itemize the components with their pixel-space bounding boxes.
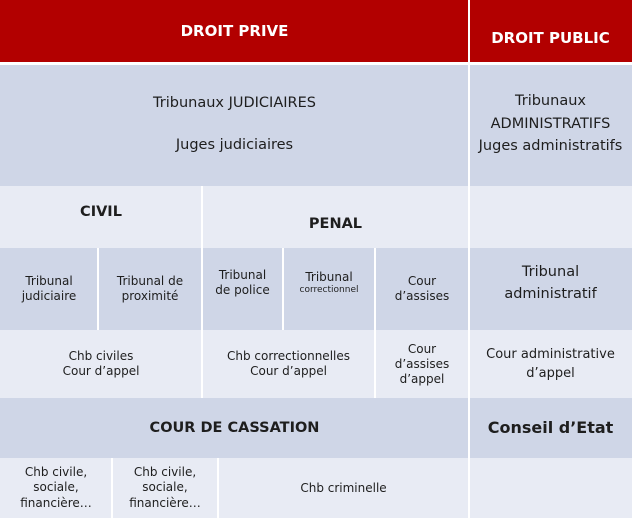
chb-civile-2-line1: Chb civile, <box>133 464 197 479</box>
tribunaux-administratifs-line1: Tribunaux <box>515 93 586 110</box>
civil-cell <box>0 186 202 248</box>
chb-civile-1-line1: Chb civile, <box>24 464 88 479</box>
chb-civile-1-line2: sociale, <box>33 480 79 495</box>
tribunal-proximite-line2: proximité <box>121 289 179 303</box>
cour-assises-appel-cell <box>375 330 469 398</box>
tribunal-correctionnel-line2: correctionnel <box>299 284 359 295</box>
tribunal-proximite-cell <box>98 248 202 330</box>
tribunaux-judiciaires-title: Tribunaux JUDICIAIRES <box>153 94 316 111</box>
header-droit-prive-label: DROIT PRIVE <box>180 21 289 40</box>
cour-assises-appel-line3: d’appel <box>399 371 445 386</box>
tribunal-administratif-line2: administratif <box>504 286 597 302</box>
cour-assises-line2: d’assises <box>394 289 450 303</box>
chambres-divider-2 <box>217 458 219 518</box>
chb-civile-cell-2 <box>112 458 218 518</box>
chb-civiles-line1: Chb civiles <box>68 349 134 363</box>
header-droit-prive <box>0 0 469 62</box>
tribunal-police-line1: Tribunal <box>218 268 267 282</box>
cour-cassation-cell <box>0 398 469 458</box>
chb-civile-cell-1 <box>0 458 112 518</box>
prive-public-divider <box>468 0 470 518</box>
tribunal-judiciaire-line2: judiciaire <box>21 289 77 303</box>
tribunal-police-cell <box>202 248 283 330</box>
tribunal-judiciaire-line1: Tribunal <box>25 274 73 288</box>
cour-administrative-appel-cell <box>469 330 632 398</box>
first-instance-divider-2 <box>282 248 284 330</box>
tribunaux-administratifs-cell <box>469 62 632 186</box>
cour-assises-appel-line1: Cour <box>407 341 437 356</box>
cour-assises-cell <box>375 248 469 330</box>
tribunal-administratif-line1: Tribunal <box>521 263 580 280</box>
chb-criminelle-cell <box>218 458 469 518</box>
juges-administratifs-label: Juges administratifs <box>478 138 623 155</box>
civil-label: CIVIL <box>80 203 122 220</box>
juges-judiciaires-label: Juges judiciaires <box>175 137 294 153</box>
cour-administrative-appel-line2: d’appel <box>526 366 575 381</box>
header-droit-public-label: DROIT PUBLIC <box>491 28 610 47</box>
public-branch-empty-cell <box>469 186 632 248</box>
chb-correctionnelles-cell <box>202 330 375 398</box>
tribunaux-judiciaires-cell <box>0 62 469 186</box>
penal-cell <box>202 186 469 248</box>
chb-correctionnelles-line2: Cour d’appel <box>250 364 327 378</box>
chb-civiles-cell <box>0 330 202 398</box>
chb-civiles-line2: Cour d’appel <box>62 364 140 378</box>
civil-penal-divider-upper <box>201 186 203 398</box>
first-instance-divider-3 <box>374 248 376 398</box>
chb-civile-2-line2: sociale, <box>142 480 188 495</box>
first-instance-divider-1 <box>97 248 99 330</box>
conseil-etat-label: Conseil d’Etat <box>487 418 614 437</box>
tribunal-administratif-cell <box>469 248 632 330</box>
chb-civile-2-line3: financière… <box>129 495 201 510</box>
chb-correctionnelles-line1: Chb correctionnelles <box>226 349 350 363</box>
chb-criminelle-label: Chb criminelle <box>300 480 387 495</box>
tribunal-correctionnel-cell <box>283 248 375 330</box>
cour-assises-line1: Cour <box>407 274 437 288</box>
public-chambres-empty-cell <box>469 458 632 518</box>
header-separator <box>0 62 632 65</box>
conseil-etat-cell <box>469 398 632 458</box>
cour-cassation-label: COUR DE CASSATION <box>149 419 320 436</box>
tribunaux-administratifs-line2: ADMINISTRATIFS <box>490 115 611 132</box>
tribunal-police-line2: de police <box>215 283 270 297</box>
tribunal-judiciaire-cell <box>0 248 98 330</box>
chambres-divider-1 <box>111 458 113 518</box>
cour-administrative-appel-line1: Cour administrative <box>486 346 615 362</box>
header-droit-public <box>469 0 632 62</box>
penal-label: PENAL <box>308 215 363 232</box>
cour-assises-appel-line2: d’assises <box>394 356 450 371</box>
tribunal-proximite-line1: Tribunal de <box>116 274 184 288</box>
tribunal-correctionnel-line1: Tribunal <box>305 269 353 284</box>
chb-civile-1-line3: financière… <box>20 495 92 510</box>
